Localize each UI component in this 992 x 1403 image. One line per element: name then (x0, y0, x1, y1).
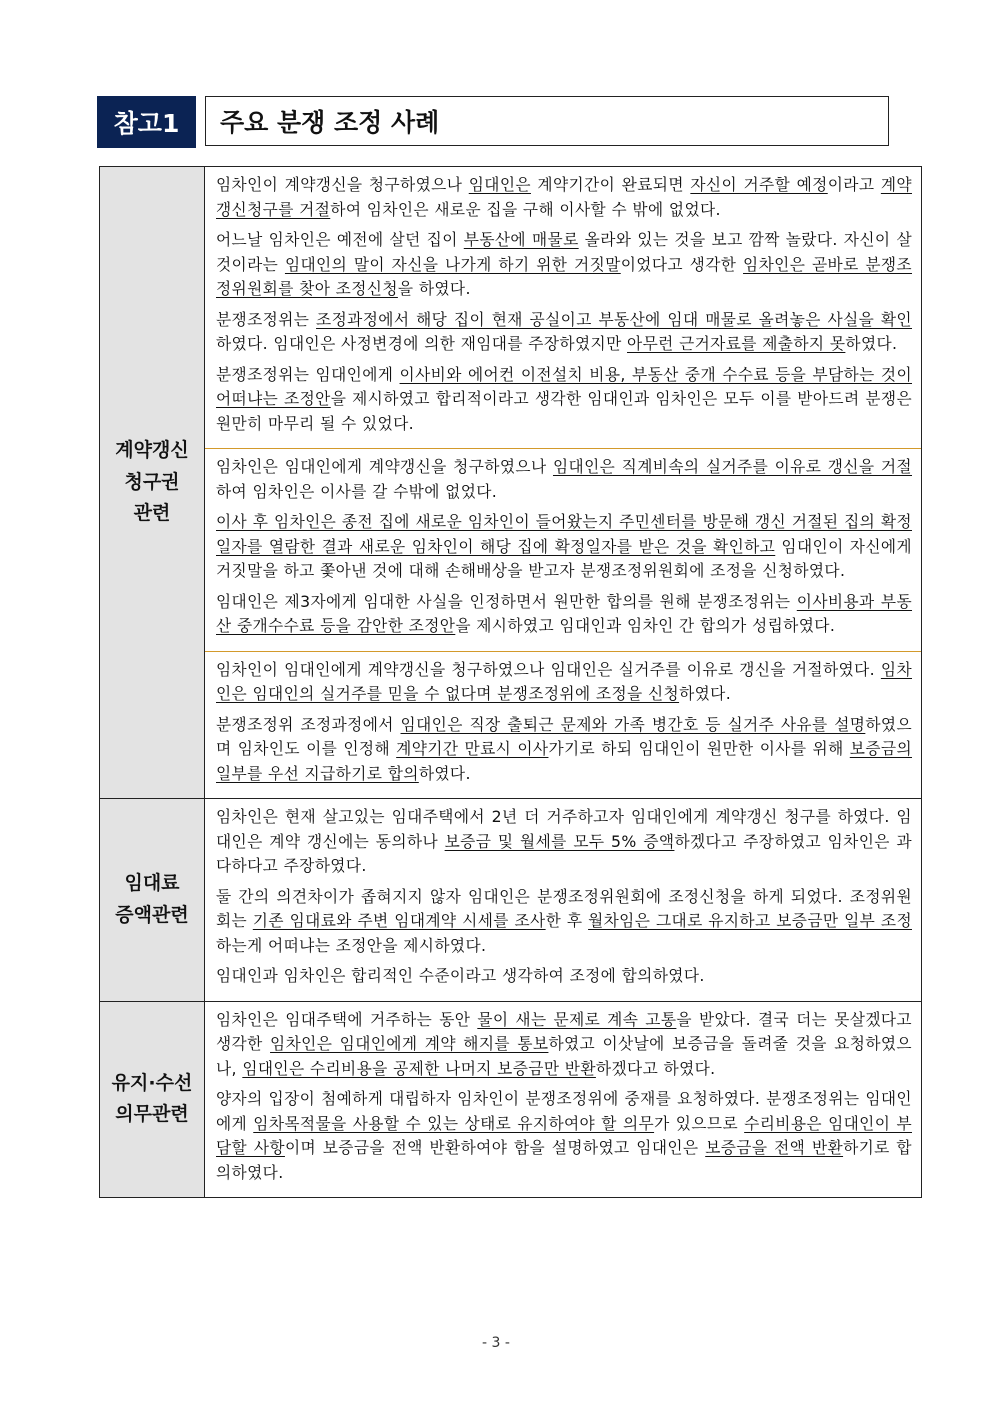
text-segment: 을 제시하였고 임대인과 임차인 간 합의가 성립하였다. (455, 616, 836, 635)
text-segment: 임대인과 임차인은 합리적인 수준이라고 생각하여 조정에 합의하였다. (216, 966, 705, 985)
category-cell (100, 799, 205, 1002)
case-paragraph (216, 713, 912, 787)
text-segment: 분쟁조정위는 임대인에게 (216, 364, 400, 384)
text-segment: 하겠다고 하였다. (595, 1058, 716, 1078)
text-segment: 하였고 이삿날에 보증금을 돌려줄 것을 요청하였으나, (216, 1034, 912, 1078)
underlined-text: 월차임은 그대로 유지하고 보증금만 일부 조정 (588, 911, 912, 930)
text-segment: 양자의 입장이 첨예하게 대립하자 임차인이 분쟁조정위에 중재를 요청하였다. 분쟁조정위는 임대인에게 (216, 1089, 912, 1133)
underlined-text: 임대인은 (468, 175, 531, 194)
underlined-text: 보증금의 일부를 우선 지급하기로 합의 (216, 739, 912, 783)
underlined-text: 이사 후 임차인은 종전 집에 새로운 임차인이 들어왔는지 주민센터를 방문해 갱신 거절된 집의 확정일자를 열람한 결과 새로운 임차인이 해당 집에 확정일자를 받은 것을 확인하고 (216, 512, 912, 556)
case-paragraph (216, 1087, 912, 1185)
underlined-text: 물이 새는 문제로 계속 고통 (477, 1009, 677, 1029)
page-title: 주요 분쟁 조정 사례 (205, 96, 889, 146)
case-block (205, 167, 921, 448)
category-label: 의무관련 (115, 1103, 189, 1126)
case-paragraph (216, 308, 912, 357)
case-block (205, 651, 921, 799)
case-block (205, 448, 921, 651)
category-label: 유지·수선 (111, 1071, 193, 1094)
case-paragraph (216, 455, 912, 504)
underlined-text: 임대인의 말이 자신을 나가게 하기 위한 거짓말 (284, 254, 621, 274)
section-row (100, 1001, 922, 1198)
category-label: 관련 (133, 502, 171, 525)
text-segment: 임차인이 임대인에게 계약갱신을 청구하였으나 임대인은 실거주를 이유로 갱신을 거절하였다. (216, 659, 881, 679)
text-segment: 하는게 어떠냐는 조정안을 제시하였다. (216, 935, 487, 955)
text-segment: 하였다. (418, 763, 471, 783)
underlined-text: 아무런 근거자료를 제출하지 못 (627, 334, 846, 353)
underlined-text: 보증금 및 월세를 모두 5% 증액 (444, 831, 675, 851)
underlined-text: 부동산에 매물로 (463, 230, 579, 249)
case-paragraph (216, 658, 912, 707)
section-row (100, 799, 922, 1002)
dispute-cases-table (99, 166, 922, 1198)
text-segment: 하여 임차인은 새로운 집을 구해 이사할 수 밖에 없었다. (330, 199, 721, 219)
case-paragraph (216, 1008, 912, 1082)
text-segment: 분쟁조정위 조정과정에서 (216, 714, 401, 734)
case-paragraph (216, 590, 912, 639)
text-segment: 임대인은 제3자에게 임대한 사실을 인정하면서 원만한 합의를 원해 분쟁조정위는 (216, 591, 797, 611)
text-segment: 둘 간의 의견차이가 좁혀지지 않자 임대인은 분쟁조정위원회에 조정신청을 하게 되었다. 조정위원회는 (216, 886, 912, 930)
text-segment: 하기로 합의하였다. (216, 1138, 912, 1182)
text-segment: 하겠다고 주장하였고 임차인은 과다하다고 주장하였다. (216, 831, 913, 875)
category-label: 임대료 (124, 872, 180, 895)
reference-badge: 참고1 (97, 96, 196, 148)
text-segment: 이라고 (827, 175, 881, 194)
text-segment: 어느날 임차인은 예전에 살던 집이 (216, 230, 464, 249)
underlined-text: 계약기간 만료시 이사 (396, 739, 549, 758)
text-segment: 이며 보증금을 전액 반환하여야 함을 설명하였고 임대인은 (284, 1138, 706, 1157)
text-segment: 하였다. 임대인은 사정변경에 의한 재임대를 주장하였지만 (216, 334, 628, 353)
case-block (205, 1002, 921, 1198)
underlined-text: 수리비용은 임대인이 부담할 사항 (216, 1113, 912, 1157)
underlined-text: 임대인은 직계비속의 실거주를 이유로 갱신을 거절 (552, 457, 912, 476)
category-cell (100, 1001, 205, 1198)
text-segment: 하였으며 임차인도 이를 인정해 (216, 714, 913, 758)
cases-cell (205, 167, 922, 799)
text-segment: 가 있으므로 (654, 1113, 745, 1133)
cases-cell (205, 1001, 922, 1198)
case-paragraph (216, 964, 912, 989)
underlined-text: 임대인은 직장 출퇴근 문제와 가족 병간호 등 실거주 사유를 설명 (400, 714, 866, 734)
page-number: - 3 - (482, 1335, 510, 1351)
text-segment: 가기로 하되 임대인이 원만한 이사를 위해 (548, 739, 850, 758)
section-row (100, 167, 922, 799)
text-segment: 하였다. (679, 684, 732, 703)
text-segment: 을 하였다. (397, 279, 471, 298)
cases-cell (205, 799, 922, 1002)
underlined-text: 임차인은 임대인의 실거주를 믿을 수 없다며 분쟁조정위에 조정을 신청 (216, 659, 912, 703)
text-segment: 임차인이 계약갱신을 청구하였으나 (216, 175, 469, 194)
text-segment: 분쟁조정위는 (216, 309, 317, 329)
category-label: 증액관련 (115, 903, 189, 926)
underlined-text: 임대인은 수리비용을 공제한 나머지 보증금만 반환 (242, 1058, 596, 1078)
underlined-text: 이사비와 에어컨 이전설치 비용, 부동산 중개 수수료 등을 부담하는 것이 어떠냐는 조정안 (216, 364, 912, 408)
text-segment: 한 후 (545, 911, 589, 930)
case-paragraph (216, 173, 912, 222)
case-paragraph (216, 228, 912, 302)
text-segment: 계약기간이 완료되면 (530, 175, 691, 194)
text-segment: 을 받았다. 결국 더는 못살겠다고 생각한 (216, 1009, 912, 1053)
text-segment: 임차인은 임대주택에 거주하는 동안 (216, 1009, 478, 1029)
case-paragraph (216, 885, 912, 959)
case-paragraph (216, 805, 912, 879)
category-cell (100, 167, 205, 799)
case-block (205, 799, 921, 1001)
text-segment: 올라와 있는 것을 보고 깜짝 놀랐다. 자신이 살 것이라는 (216, 230, 913, 274)
underlined-text: 이사비용과 부동산 중개수수료 등을 감안한 조정안 (216, 591, 913, 635)
underlined-text: 자신이 거주할 예정 (690, 175, 828, 194)
category-label: 계약갱신 (115, 439, 189, 462)
text-segment: 을 제시하였고 합리적이라고 생각한 임대인과 임차인은 모두 이를 받아드려 분쟁은 원만히 마무리 될 수 있었다. (216, 389, 913, 433)
case-paragraph (216, 510, 912, 584)
case-paragraph (216, 363, 912, 437)
category-label: 청구권 (124, 470, 180, 493)
text-segment: 임차인은 임대인에게 계약갱신을 청구하였으나 (216, 457, 553, 476)
underlined-text: 임차인은 곧바로 분쟁조정위원회를 찾아 조정신청 (216, 254, 912, 298)
underlined-text: 기존 임대료와 주변 임대계약 시세를 조사 (252, 911, 546, 930)
underlined-text: 보증금을 전액 반환 (705, 1138, 844, 1157)
text-segment: 하였다. (845, 334, 898, 353)
underlined-text: 임차인은 임대인에게 계약 해지를 통보 (270, 1034, 549, 1053)
underlined-text: 계약갱신청구를 거절 (216, 175, 912, 219)
text-segment: 하여 임차인은 이사를 갈 수밖에 없었다. (216, 481, 498, 501)
text-segment: 임대인이 자신에게 거짓말을 하고 쫓아낸 것에 대해 손해배상을 받고자 분쟁조정위원회에 조정을 신청하였다. (216, 536, 912, 580)
text-segment: 임차인은 현재 살고있는 임대주택에서 2년 더 거주하고자 임대인에게 계약갱신 청구를 하였다. 임대인은 계약 갱신에는 동의하나 (216, 807, 912, 851)
underlined-text: 조정과정에서 해당 집이 현재 공실이고 부동산에 임대 매물로 올려놓은 사실을 확인 (316, 309, 912, 329)
text-segment: 이었다고 생각한 (620, 254, 744, 274)
underlined-text: 임차목적물을 사용할 수 있는 상태로 유지하여야 할 의무 (253, 1113, 655, 1133)
